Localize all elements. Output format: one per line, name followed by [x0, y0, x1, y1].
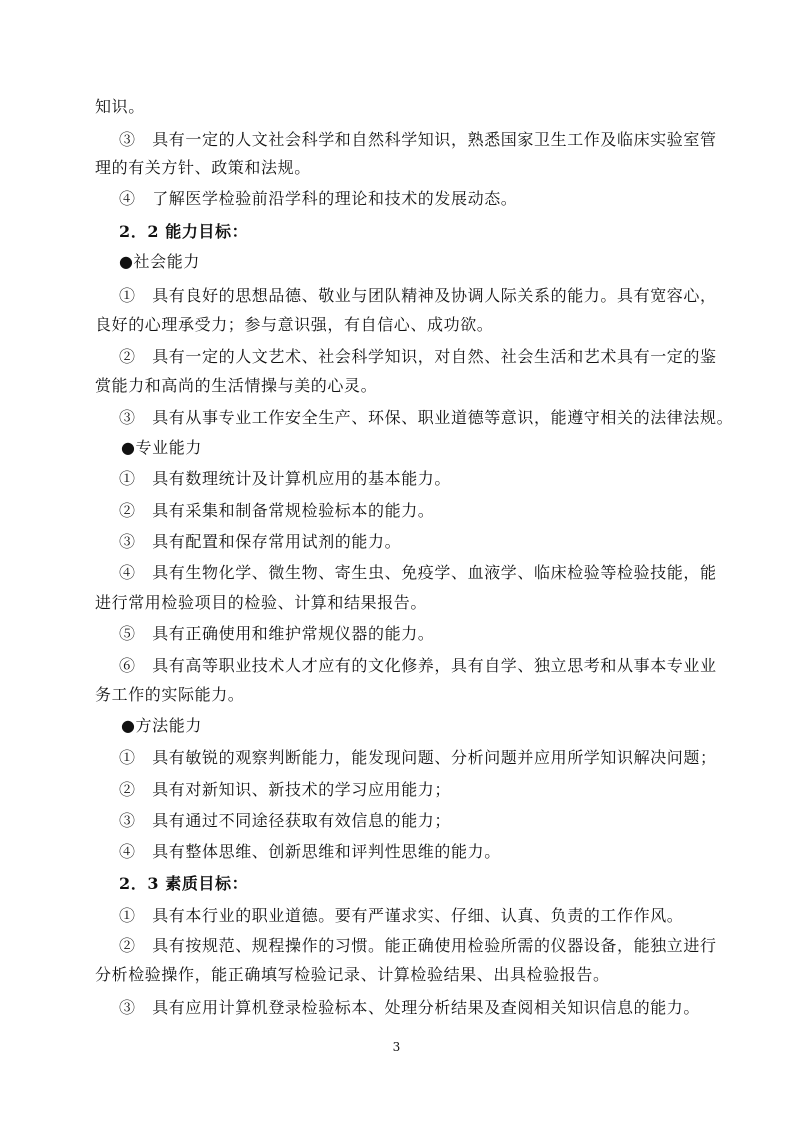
page-number: 3: [392, 1040, 401, 1054]
subheading-professional-ability: ●专业能力: [121, 438, 202, 457]
text-line-15: ③ 具有配置和保存常用试剂的能力。: [119, 532, 402, 551]
text-line-11: ③ 具有从事专业工作安全生产、环保、职业道德等意识，能遵守相关的法律法规。: [119, 408, 734, 427]
text-line-3: 理的有关方针、政策和法规。: [95, 158, 311, 177]
text-line-17: 进行常用检验项目的检验、计算和结果报告。: [95, 593, 428, 612]
text-line-19: ⑥ 具有高等职业技术人才应有的文化修养，具有自学、独立思考和从事本专业业: [119, 656, 717, 675]
text-line-14: ② 具有采集和制备常规检验标本的能力。: [119, 501, 435, 520]
text-line-24: ③ 具有通过不同途径获取有效信息的能力；: [119, 811, 452, 830]
text-line-29: 分析检验操作，能正确填写检验记录、计算检验结果、出具检验报告。: [95, 965, 610, 984]
text-line-30: ③ 具有应用计算机登录检验标本、处理分析结果及查阅相关知识信息的能力。: [119, 998, 701, 1017]
text-line-23: ② 具有对新知识、新技术的学习应用能力；: [119, 780, 452, 799]
text-line-20: 务工作的实际能力。: [95, 685, 245, 704]
subheading-social-ability: ●社会能力: [119, 252, 200, 271]
text-line-28: ② 具有按规范、规程操作的习惯。能正确使用检验所需的仪器设备，能独立进行: [119, 936, 717, 955]
subheading-method-ability: ●方法能力: [121, 716, 202, 735]
text-line-1: 知识。: [95, 97, 145, 116]
text-line-25: ④ 具有整体思维、创新思维和评判性思维的能力。: [119, 842, 501, 861]
text-line-7: ① 具有良好的思想品德、敬业与团队精神及协调人际关系的能力。具有宽容心，: [119, 286, 717, 305]
text-line-18: ⑤ 具有正确使用和维护常规仪器的能力。: [119, 624, 435, 643]
text-line-16: ④ 具有生物化学、微生物、寄生虫、免疫学、血液学、临床检验等检验技能，能: [119, 563, 717, 582]
text-line-4: ④ 了解医学检验前沿学科的理论和技术的发展动态。: [119, 189, 518, 208]
section-heading-2-2: 2．2 能力目标：: [119, 222, 249, 241]
text-line-13: ① 具有数理统计及计算机应用的基本能力。: [119, 469, 452, 488]
text-line-8: 良好的心理承受力；参与意识强，有自信心、成功欲。: [95, 315, 494, 334]
text-line-9: ② 具有一定的人文艺术、社会科学知识，对自然、社会生活和艺术具有一定的鉴: [119, 347, 717, 366]
text-line-22: ① 具有敏锐的观察判断能力，能发现问题、分析问题并应用所学知识解决问题；: [119, 748, 717, 767]
text-line-2: ③ 具有一定的人文社会科学和自然科学知识，熟悉国家卫生工作及临床实验室管: [119, 130, 717, 149]
section-heading-2-3: 2．3 素质目标：: [119, 874, 249, 893]
text-line-10: 赏能力和高尚的生活情操与美的心灵。: [95, 376, 378, 395]
text-line-27: ① 具有本行业的职业道德。要有严谨求实、仔细、认真、负责的工作作风。: [119, 906, 684, 925]
